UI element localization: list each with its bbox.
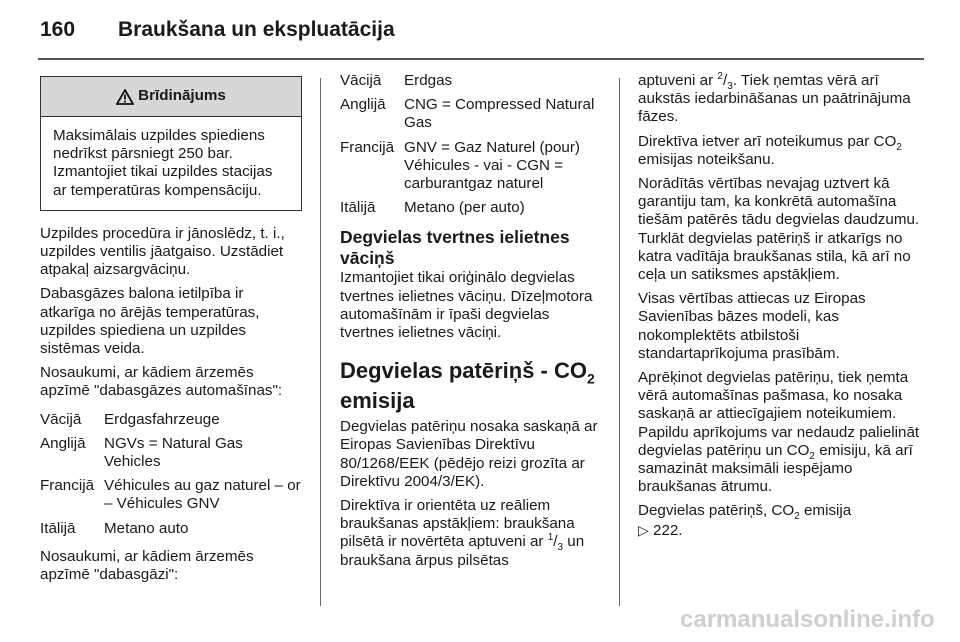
- paragraph: Degvielas patēriņš, $CO_2$ emisija ▷ 222.: [638, 502, 852, 539]
- warning-header: [41, 77, 301, 117]
- country-cell: Anglijā: [340, 96, 386, 114]
- name-cell: Metano (per auto): [404, 199, 525, 217]
- country-cell: Itālijā: [40, 519, 76, 537]
- name-cell: Erdgas: [404, 72, 453, 89]
- paragraph: Nosaukumi, ar kādiem ārzemēs apzīmē "dabasgāzes automašīnas":: [40, 364, 283, 400]
- paragraph: Dabasgāzes balona ietilpība ir atkarīga no ārējās temperatūras, uzpildes spiediena un uzpildes sistēmas veida.: [40, 285, 260, 358]
- warning-box: [40, 76, 302, 211]
- name-cell: GNV = Gaz Naturel (pour) Véhicules - vai - CGN = carburantgaz naturel: [404, 138, 580, 193]
- column-2: [340, 72, 602, 576]
- header-divider: [38, 58, 924, 60]
- country-cell: Francijā: [340, 138, 395, 156]
- paragraph: aptuveni ar $^2/_3$. Tiek ņemtas vērā arī aukstās iedarbināšanas un paātrinājuma fāzes.: [638, 70, 911, 126]
- page-title: Braukšana un ekspluatācija: [118, 18, 395, 41]
- section-heading-tank-cap: Degvielas tvertnes ielietnes vāciņš: [340, 227, 570, 269]
- name-cell: Véhicules au gaz naturel – or – Véhicules GNV: [104, 477, 301, 513]
- name-cell: CNG = Compressed Natural Gas: [404, 96, 595, 132]
- watermark: carmanualsonline.info: [680, 606, 935, 633]
- page-reference-link[interactable]: 222.: [653, 521, 683, 539]
- page-number: 160: [40, 18, 76, 41]
- country-cell: Francijā: [40, 477, 95, 495]
- column-3: [638, 72, 928, 546]
- paragraph: Degvielas patēriņu nosaka saskaņā ar Eiropas Savienības Direktīvu 80/1268/EEK (pēdējo reizi grozīta ar Direktīvu 2004/3/EK).: [340, 418, 598, 490]
- warning-triangle-icon: [116, 89, 134, 105]
- column-divider: [619, 78, 620, 606]
- paragraph: Nosaukumi, ar kādiem ārzemēs apzīmē "dabasgāzi":: [40, 547, 254, 584]
- gas-names-table: [340, 72, 602, 217]
- name-cell: NGVs = Natural Gas Vehicles: [104, 434, 243, 471]
- table-row: [340, 72, 602, 90]
- table-row: [40, 520, 302, 538]
- country-cell: Vācijā: [40, 410, 82, 428]
- warning-title: Brīdinājums: [138, 87, 226, 105]
- table-row: [340, 96, 602, 132]
- paragraph: Norādītās vērtības nevajag uztvert kā garantiju tam, ka konkrētā automašīna tiešām patērēs tādu degvielas daudzumu. Turklāt degvielas patēriņš ir atkarīgs no katra vadītāja braukšanas stila, kā arī no ceļa un satiksmes apstākļiem.: [638, 175, 920, 284]
- section-heading-fuel-consumption: Degvielas patēriņš - $CO_2$ emisija: [340, 358, 595, 414]
- paragraph: Direktīva ir orientēta uz reāliem braukšanas apstākļiem: braukšana pilsētā ir novērtēta aptuveni ar $^1/_3$ un braukšana ārpus pilsētas: [340, 497, 585, 569]
- vehicle-names-table: [40, 411, 302, 538]
- table-row: [340, 199, 602, 217]
- table-row: [40, 477, 302, 513]
- warning-text: Maksimālais uzpildes spiediens nedrīkst pārsniegt 250 bar. Izmantojiet tikai uzpildes stacijas ar temperatūras kompensāciju.: [53, 127, 273, 199]
- country-cell: Vācijā: [340, 72, 382, 89]
- paragraph: Izmantojiet tikai oriģinālo degvielas tvertnes ielietnes vāciņu. Dīzeļmotora automašīnām ir īpaši degvielas tvertnes ielietnes vāciņi.: [340, 269, 593, 342]
- column-divider: [320, 78, 321, 606]
- page-reference-icon[interactable]: ▷: [638, 521, 649, 538]
- table-row: [340, 139, 602, 194]
- page-header: [40, 18, 395, 48]
- paragraph: Direktīva ietver arī noteikumus par $CO_2$ emisijas noteikšanu.: [638, 132, 902, 168]
- name-cell: Metano auto: [104, 519, 189, 537]
- paragraph: Aprēķinot degvielas patēriņu, tiek ņemta vērā automašīnas pašmasa, ko nosaka saskaņā ar attiecīgajiem noteikumiem. Papildu aprīkojums var nedaudz palielināt degvielas patēriņu un $CO_2$ emisiju, kā arī samazināt maksimāli iespējamo braukšanas ātrumu.: [638, 369, 920, 496]
- paragraph: Uzpildes procedūra ir jānoslēdz, t. i., uzpildes ventilis jāatgaiso. Uzstādiet atpakaļ aizsargvāciņu.: [40, 224, 285, 279]
- name-cell: Erdgasfahrzeuge: [104, 410, 220, 428]
- paragraph: Visas vērtības attiecas uz Eiropas Savienības bāzes modeli, kas nokomplektēts atbilstoši standartaprīkojuma prasībām.: [638, 290, 866, 362]
- table-row: [40, 411, 302, 429]
- column-1: [40, 72, 302, 590]
- country-cell: Itālijā: [340, 199, 376, 217]
- table-row: [40, 435, 302, 471]
- country-cell: Anglijā: [40, 434, 86, 452]
